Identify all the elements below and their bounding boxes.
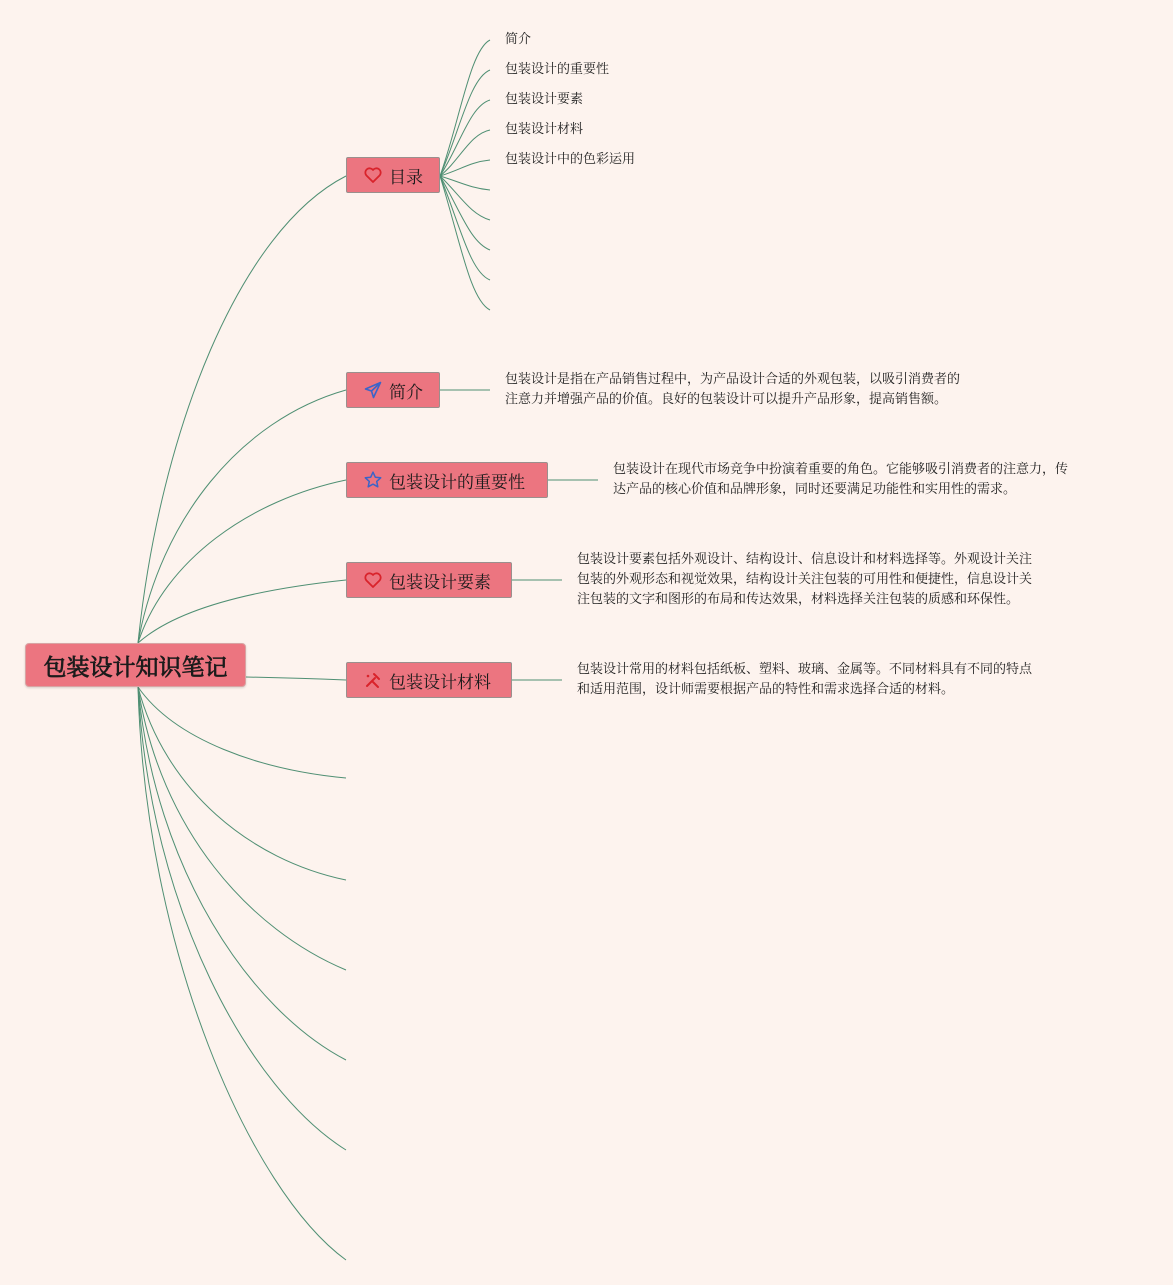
toc-item-3[interactable]: 包装设计要素 xyxy=(505,92,584,107)
materials-desc-line-1: 包装设计常用的材料包括纸板、塑料、玻璃、金属等。不同材料具有不同的特点 xyxy=(577,662,1033,677)
materials-desc-line-2: 和适用范围，设计师需要根据产品的特性和需求选择合适的材料。 xyxy=(577,682,955,697)
branch-intro[interactable] xyxy=(346,372,440,408)
link-root-elements xyxy=(138,580,346,643)
toc-item-1[interactable]: 简介 xyxy=(505,32,532,47)
toc-item-2[interactable]: 包装设计的重要性 xyxy=(505,62,610,77)
link-root-toc xyxy=(138,176,346,643)
link-root-intro xyxy=(138,390,346,643)
toc-item-4[interactable]: 包装设计材料 xyxy=(505,122,584,137)
elements-desc-line-1: 包装设计要素包括外观设计、结构设计、信息设计和材料选择等。外观设计关注 xyxy=(577,552,1033,567)
branch-materials-label: 包装设计材料 xyxy=(389,672,491,693)
intro-desc-line-2: 注意力并增强产品的价值。良好的包装设计可以提升产品形象，提高销售额。 xyxy=(505,392,948,407)
star-icon xyxy=(363,470,383,490)
intro-description xyxy=(505,370,1025,410)
materials-description xyxy=(577,660,1097,700)
heart-icon xyxy=(363,570,383,590)
branch-materials[interactable] xyxy=(346,662,512,698)
elements-desc-line-2: 包装的外观形态和视觉效果，结构设计关注包装的可用性和便捷性，信息设计关 xyxy=(577,572,1033,587)
branch-toc[interactable] xyxy=(346,157,440,193)
elements-description xyxy=(577,550,1097,610)
branch-elements[interactable] xyxy=(346,562,512,598)
importance-description xyxy=(613,460,1133,500)
importance-desc-line-1: 包装设计在现代市场竞争中扮演着重要的角色。它能够吸引消费者的注意力，传 xyxy=(613,462,1069,477)
branch-elements-label: 包装设计要素 xyxy=(389,572,491,593)
elements-desc-line-3: 注包装的文字和图形的布局和传达效果，材料选择关注包装的质感和环保性。 xyxy=(577,592,1020,607)
link-root-materials xyxy=(246,677,346,680)
intro-desc-line-1: 包装设计是指在产品销售过程中，为产品设计合适的外观包装，以吸引消费者的 xyxy=(505,372,961,387)
branch-intro-label: 简介 xyxy=(389,382,423,403)
root-node[interactable] xyxy=(25,643,246,687)
branch-importance[interactable] xyxy=(346,462,548,498)
link-root-empty-4 xyxy=(138,687,346,1060)
link-root-empty-1 xyxy=(138,687,346,778)
link-root-empty-3 xyxy=(138,687,346,970)
paper-plane-icon xyxy=(363,380,383,400)
link-root-importance xyxy=(138,480,346,643)
toc-item-5[interactable]: 包装设计中的色彩运用 xyxy=(505,152,636,167)
branch-toc-label: 目录 xyxy=(389,167,423,188)
branch-importance-label: 包装设计的重要性 xyxy=(389,472,525,493)
link-root-empty-6 xyxy=(138,687,346,1260)
tools-icon xyxy=(363,670,383,690)
link-root-empty-2 xyxy=(138,687,346,880)
heart-icon xyxy=(363,165,383,185)
root-title: 包装设计知识笔记 xyxy=(43,654,228,681)
importance-desc-line-2: 达产品的核心价值和品牌形象，同时还要满足功能性和实用性的需求。 xyxy=(613,482,1017,497)
